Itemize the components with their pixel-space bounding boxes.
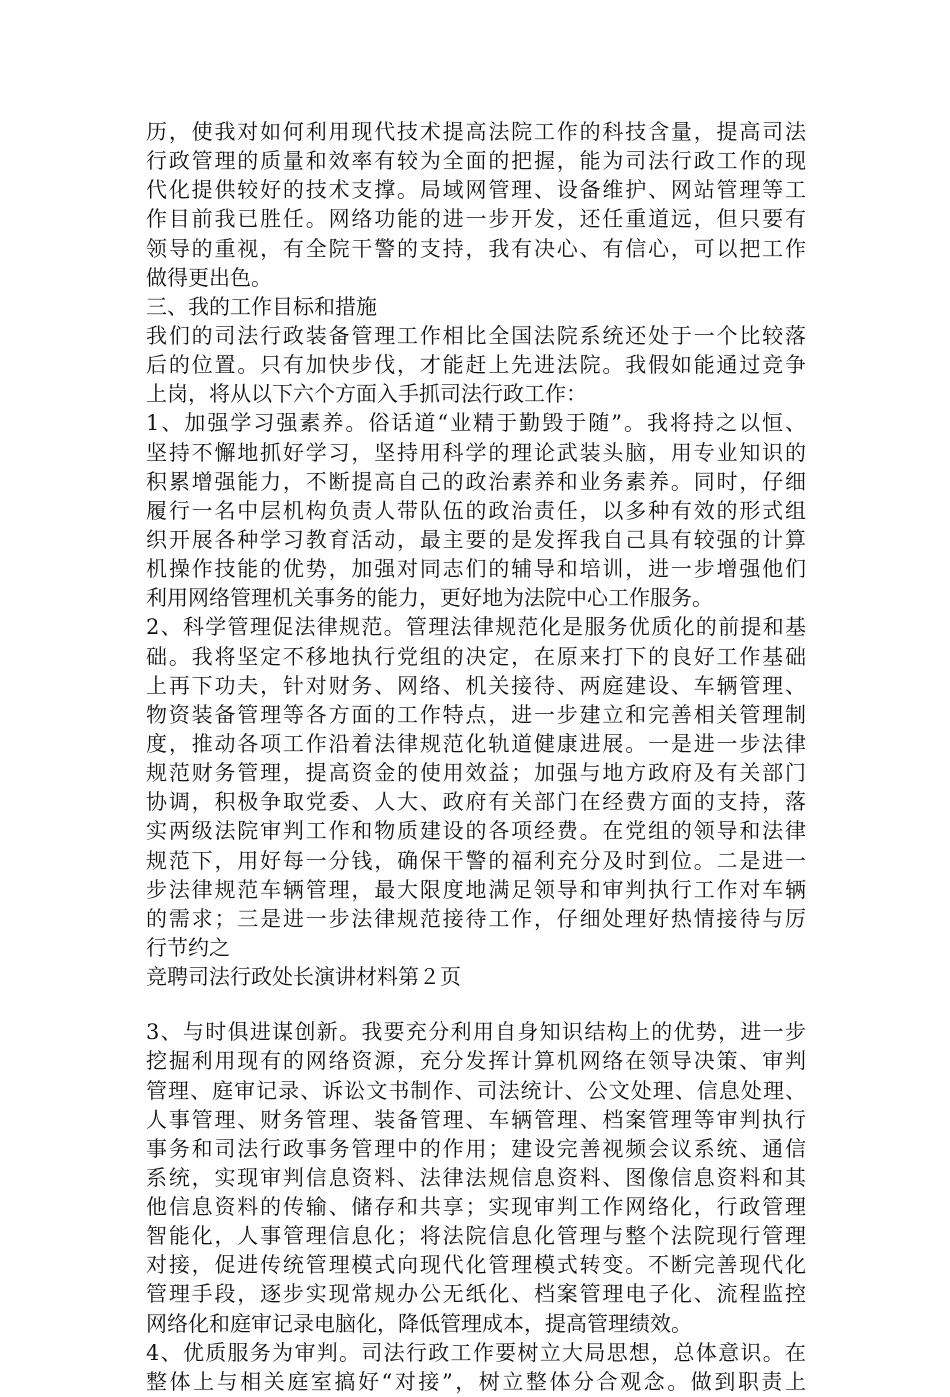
text-line: 管理手段，逐步实现常规办公无纸化、档案管理电子化、流程监控 [146, 1282, 806, 1307]
page-header: 竞聘司法行政处长演讲材料第２页 [146, 965, 461, 990]
text-line: 整体上与相关庭室搞好“对接”，树立整体分合观念。做到职责上 [146, 1369, 806, 1394]
text-line: 织开展各种学习教育活动，最主要的是发挥我自己具有较强的计算 [146, 527, 806, 552]
text-line: 协调，积极争取党委、人大、政府有关部门在经费方面的支持，落 [146, 790, 806, 815]
text-line: 履行一名中层机构负责人带队伍的政治责任，以多种有效的形式组 [146, 498, 806, 523]
text-line: 行政管理的质量和效率有较为全面的把握，能为司法行政工作的现 [146, 149, 806, 174]
document-page [146, 118, 806, 1397]
text-line: 我们的司法行政装备管理工作相比全国法院系统还处于一个比较落 [146, 323, 806, 348]
text-line: 积累增强能力，不断提高自己的政治素养和业务素养。同时，仔细 [146, 469, 806, 494]
text-line: 领导的重视，有全院干警的支持，我有决心、有信心，可以把工作 [146, 236, 806, 261]
text-line: 智能化，人事管理信息化；将法院信息化管理与整个法院现行管理 [146, 1224, 806, 1249]
text-line: 物资装备管理等各方面的工作特点，进一步建立和完善相关管理制 [146, 702, 806, 727]
text-line: 对接，促进传统管理模式向现代化管理模式转变。不断完善现代化 [146, 1253, 806, 1278]
text-line: 作目前我已胜任。网络功能的进一步开发，还任重道远，但只要有 [146, 207, 806, 232]
text-line: 后的位置。只有加快步伐，才能赶上先进法院。我假如能通过竞争 [146, 353, 806, 378]
text-line: 事务和司法行政事务管理中的作用；建设完善视频会议系统、通信 [146, 1136, 806, 1161]
text-line: 挖掘利用现有的网络资源，充分发挥计算机网络在领导决策、审判 [146, 1049, 806, 1074]
text-line: 1、加强学习强素养。俗话道“业精于勤毁于随”。我将持之以恒、 [146, 411, 806, 436]
text-line: 机操作技能的优势，加强对同志们的辅导和培训，进一步增强他们 [146, 557, 806, 582]
text-line: 步法律规范车辆管理，最大限度地满足领导和审判执行工作对车辆 [146, 877, 806, 902]
text-line: 础。我将坚定不移地执行党组的决定，在原来打下的良好工作基础 [146, 644, 806, 669]
text-line: 管理、庭审记录、诉讼文书制作、司法统计、公文处理、信息处理、 [146, 1078, 806, 1103]
text-line: 利用网络管理机关事务的能力，更好地为法院中心工作服务。 [146, 586, 713, 611]
text-line: 行节约之 [146, 935, 230, 960]
text-line: 上再下功夫，针对财务、网络、机关接待、两庭建设、车辆管理、 [146, 673, 806, 698]
text-line: 他信息资料的传输、储存和共享；实现审判工作网络化，行政管理 [146, 1195, 806, 1220]
text-line: 人事管理、财务管理、装备管理、车辆管理、档案管理等审判执行 [146, 1107, 806, 1132]
section-heading: 三、我的工作目标和措施 [146, 294, 377, 319]
text-line: 上岗，将从以下六个方面入手抓司法行政工作： [146, 382, 587, 407]
page-break-gap [146, 992, 806, 1018]
text-line: 度，推动各项工作沿着法律规范化轨道健康进展。一是进一步法律 [146, 731, 806, 756]
text-line: 规范下，用好每一分钱，确保干警的福利充分及时到位。二是进一 [146, 848, 806, 873]
text-line: 做得更出色。 [146, 265, 272, 290]
text-line: 4、优质服务为审判。司法行政工作要树立大局思想，总体意识。在 [146, 1340, 806, 1365]
text-line: 代化提供较好的技术支撑。局域网管理、设备维护、网站管理等工 [146, 178, 806, 203]
text-line: 3、与时俱进谋创新。我要充分利用自身知识结构上的优势，进一步 [146, 1020, 806, 1045]
text-line: 的需求；三是进一步法律规范接待工作，仔细处理好热情接待与厉 [146, 906, 806, 931]
text-line: 2、科学管理促法律规范。管理法律规范化是服务优质化的前提和基 [146, 615, 806, 640]
text-line: 网络化和庭审记录电脑化，降低管理成本，提高管理绩效。 [146, 1311, 692, 1336]
text-line: 规范财务管理，提高资金的使用效益；加强与地方政府及有关部门 [146, 761, 806, 786]
text-line: 历，使我对如何利用现代技术提高法院工作的科技含量，提高司法 [146, 120, 806, 144]
text-line: 坚持不懈地抓好学习，坚持用科学的理论武装头脑，用专业知识的 [146, 440, 806, 465]
text-line: 系统，实现审判信息资料、法律法规信息资料、图像信息资料和其 [146, 1165, 806, 1190]
text-line: 实两级法院审判工作和物质建设的各项经费。在党组的领导和法律 [146, 819, 806, 844]
